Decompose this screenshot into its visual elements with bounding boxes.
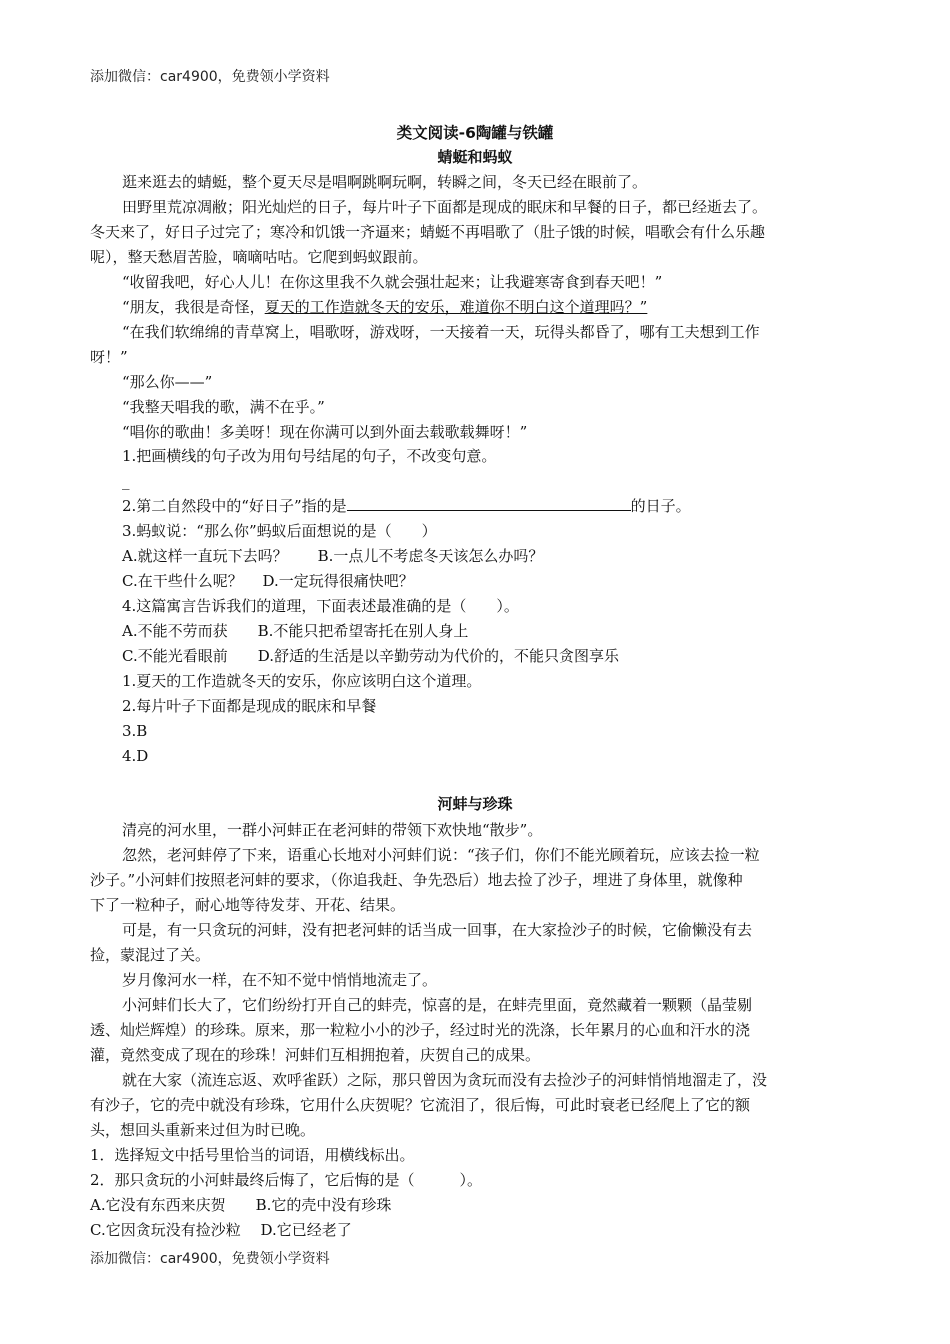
question-3: 3.蚂蚁说：“那么你”蚂蚁后面想说的是（ ） [122, 522, 437, 540]
answer-4: 4.D [122, 747, 149, 765]
paragraph-line: 灌，竟然变成了现在的珍珠！河蚌们互相拥抱着，庆贺自己的成果。 [90, 1046, 541, 1064]
dialogue-text: “朋友，我很是奇怪， [122, 298, 265, 316]
header-watermark: 添加微信：car4900，免费领小学资料 [90, 69, 330, 85]
paragraph-line: 沙子。”小河蚌们按照老河蚌的要求，（你追我赶、争先恐后）地去捡了沙子，埋进了身体里，就像种 [90, 871, 743, 889]
answer-1: 1.夏天的工作造就冬天的安乐，你应该明白这个道理。 [122, 672, 482, 690]
paragraph-line: “在我们软绵绵的青草窝上，唱歌呀，游戏呀，一天接着一天，玩得头都昏了，哪有工夫想到工作 [122, 323, 760, 341]
paragraph-line: “那么你——” [122, 373, 213, 391]
paragraph-line: 头，想回头重新来过但为时已晚。 [90, 1121, 316, 1139]
paragraph-line: 逛来逛去的蜻蜓，整个夏天尽是唱啊跳啊玩啊，转瞬之间，冬天已经在眼前了。 [122, 173, 648, 191]
paragraph-line: 捡，蒙混过了关。 [90, 946, 211, 964]
paragraph-line [122, 295, 894, 319]
fill-in-blank [347, 496, 631, 511]
question-2-text: 2.第二自然段中的“好日子”指的是 [122, 497, 347, 515]
paragraph-line: 有沙子，它的壳中就没有珍珠，它用什么庆贺呢？它流泪了，很后悔，可此时衰老已经爬上了它的额 [90, 1096, 751, 1114]
question-3-options-cd: C.在干些什么呢？ D.一定玩得很痛快吧？ [122, 572, 414, 590]
paragraph-line: 呢），整天愁眉苦脸，嘀嘀咕咕。它爬到蚂蚁跟前。 [90, 248, 428, 266]
paragraph-line: “我整天唱我的歌，满不在乎。” [122, 398, 325, 416]
question-2-options-cd: C.它因贪玩没有捡沙粒 D.它已经老了 [90, 1221, 352, 1239]
question-1: 1.把画横线的句子改为用句号结尾的句子，不改变句意。 [122, 447, 497, 465]
question-2-options-ab: A.它没有东西来庆贺 B.它的壳中没有珍珠 [90, 1196, 392, 1214]
question-3-options-ab: A.就这样一直玩下去吗？ B.一点儿不考虑冬天该怎么办吗？ [122, 547, 544, 565]
paragraph-line: “收留我吧，好心人儿！在你这里我不久就会强壮起来；让我避寒寄食到春天吧！” [122, 273, 663, 291]
answer-blank: _ [122, 472, 130, 490]
underlined-sentence: 夏天的工作造就冬天的安乐，难道你不明白这个道理吗？” [264, 298, 648, 316]
paragraph-line: 可是，有一只贪玩的河蚌，没有把老河蚌的话当成一回事，在大家捡沙子的时候，它偷懒没有去 [122, 921, 753, 939]
paragraph-line: 就在大家（流连忘返、欢呼雀跃）之际，那只曾因为贪玩而没有去捡沙子的河蚌悄悄地溜走了，没 [122, 1071, 768, 1089]
paragraph-line: 忽然，老河蚌停了下来，语重心长地对小河蚌们说：“孩子们，你们不能光顾着玩，应该去捡一粒 [122, 846, 760, 864]
question-4-options-cd: C.不能光看眼前 D.舒适的生活是以辛勤劳动为代价的，不能只贪图享乐 [122, 647, 619, 665]
paragraph-line: “唱你的歌曲！多美呀！现在你满可以到外面去载歌载舞呀！” [122, 423, 528, 441]
paragraph-line: 冬天来了，好日子过完了；寒冷和饥饿一齐逼来；蜻蜓不再唱歌了（肚子饿的时候，唱歌会有什么乐趣 [90, 223, 766, 241]
question-2-suffix: 的日子。 [630, 497, 691, 515]
section-title-dragonfly-ant: 蜻蜓和蚂蚁 [437, 148, 513, 166]
document-title: 类文阅读-6陶罐与铁罐 [396, 124, 554, 142]
answer-2: 2.每片叶子下面都是现成的眠床和早餐 [122, 697, 377, 715]
footer-watermark: 添加微信：car4900，免费领小学资料 [90, 1251, 330, 1267]
paragraph-line: 田野里荒凉凋敝；阳光灿烂的日子，每片叶子下面都是现成的眠床和早餐的日子，都已经逝去了。 [122, 198, 768, 216]
question-2 [122, 494, 894, 518]
question-1: 1．选择短文中括号里恰当的词语，用横线标出。 [90, 1146, 415, 1164]
section-title-clam-pearl: 河蚌与珍珠 [437, 795, 513, 813]
question-2: 2．那只贪玩的小河蚌最终后悔了，它后悔的是（ ）。 [90, 1171, 483, 1189]
paragraph-line: 呀！” [90, 348, 128, 366]
paragraph-line: 下了一粒种子，耐心地等待发芽、开花、结果。 [90, 896, 406, 914]
answer-3: 3.B [122, 722, 148, 740]
question-4-options-ab: A.不能不劳而获 B.不能只把希望寄托在别人身上 [122, 622, 469, 640]
paragraph-line: 岁月像河水一样，在不知不觉中悄悄地流走了。 [122, 971, 438, 989]
paragraph-line: 透、灿烂辉煌）的珍珠。原来，那一粒粒小小的沙子，经过时光的洗涤，长年累月的心血和汗水的浇 [90, 1021, 751, 1039]
question-4: 4.这篇寓言告诉我们的道理，下面表述最准确的是（ ）。 [122, 597, 519, 615]
paragraph-line: 清亮的河水里，一群小河蚌正在老河蚌的带领下欢快地“散步”。 [122, 821, 543, 839]
paragraph-line: 小河蚌们长大了，它们纷纷打开自己的蚌壳，惊喜的是，在蚌壳里面，竟然藏着一颗颗（晶莹剔 [122, 996, 753, 1014]
